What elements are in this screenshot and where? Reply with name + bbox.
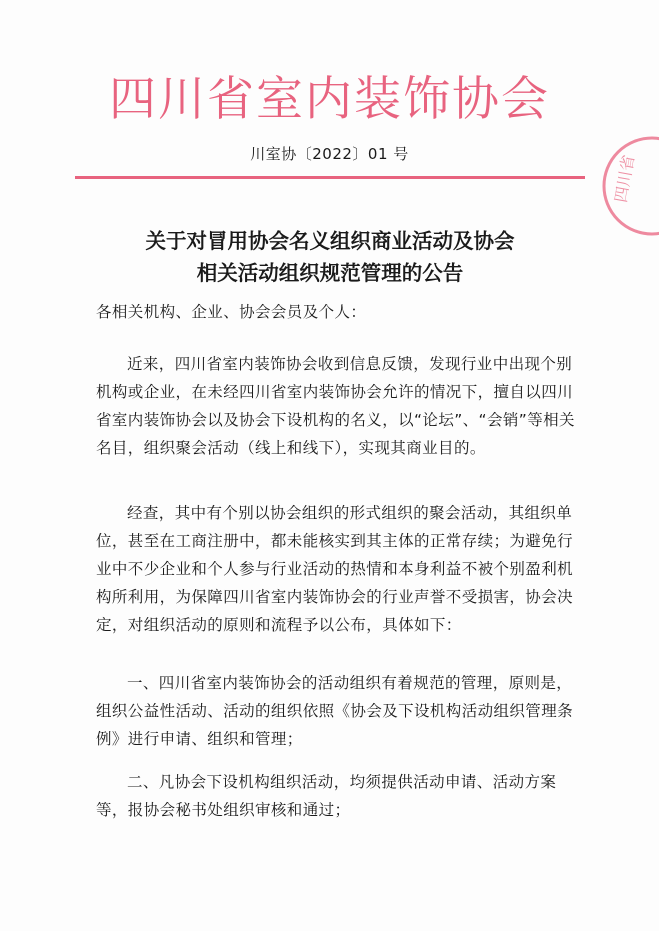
notice-title (60, 225, 600, 289)
document-number: 川室协〔2022〕01 号 (250, 145, 409, 163)
list-item-1: 一、四川省室内装饰协会的活动组织有着规范的管理，原则是，组织公益性活动、活动的组织依照《协会及下设机构活动组织管理条例》进行申请、组织和管理； (96, 674, 574, 748)
seal-text: 四川省 (611, 153, 639, 204)
paragraph-2: 经查，其中有个别以协会组织的形式组织的聚会活动，其组织单位，甚至在工商注册中，都未能核实到其主体的正常存续；为避免行业中不少企业和个人参与行业活动的热情和本身利益不被个别盈利机构所利用，为保障四川省室内装饰协会的行业声誉不受损害，协会决定，对组织活动的原则和流程予以公布，具体如下： (96, 504, 574, 634)
salutation: 各相关机构、企业、协会会员及个人： (96, 303, 367, 321)
organization-header-title: 四川省室内装饰协会 (109, 72, 550, 127)
paragraph-1: 近来，四川省室内装饰协会收到信息反馈，发现行业中出现个别机构或企业，在未经四川省室内装饰协会允许的情况下，擅自以四川省室内装饰协会以及协会下设机构的名义，以“论坛”、“会销”等相关名目，组织聚会活动（线上和线下），实现其商业目的。 (96, 355, 575, 457)
notice-title-line-2: 相关活动组织规范管理的公告 (196, 261, 464, 285)
notice-title-line-1: 关于对冒用协会名义组织商业活动及协会 (145, 229, 515, 253)
red-divider-line (75, 176, 585, 179)
official-seal-stamp (590, 128, 659, 238)
list-item-2: 二、凡协会下设机构组织活动，均须提供活动申请、活动方案等，报协会秘书处组织审核和通过； (96, 773, 557, 819)
